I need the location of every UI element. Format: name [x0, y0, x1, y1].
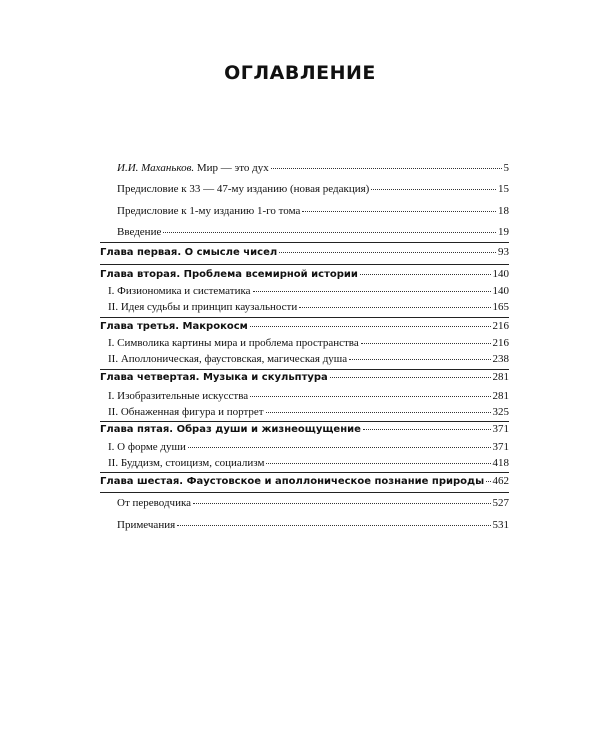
toc-entry-title: От переводчика	[117, 497, 192, 509]
toc-page-number: 281	[492, 390, 509, 402]
leader-dots	[163, 232, 496, 233]
leader-dots	[302, 211, 496, 212]
toc-chapter-title: Глава третья. Макрокосм	[100, 321, 248, 332]
toc-chapter-1[interactable]	[100, 246, 509, 259]
toc-chapter-6[interactable]	[100, 475, 509, 488]
divider	[100, 264, 509, 265]
leader-dots	[193, 503, 490, 504]
divider	[100, 242, 509, 243]
toc-page-number: 165	[492, 301, 509, 313]
leader-dots	[363, 429, 491, 430]
toc-section-title: I. Физиономика и систематика	[108, 285, 251, 297]
toc-page-number: 5	[503, 162, 509, 174]
divider	[100, 369, 509, 370]
toc-page-number: 371	[492, 441, 509, 453]
toc-page-number: 238	[492, 353, 509, 365]
toc-chapter-4[interactable]	[100, 371, 509, 384]
intro-title: Мир — это дух	[194, 162, 269, 174]
leader-dots	[188, 447, 491, 448]
toc-page-number: 18	[498, 205, 509, 217]
toc-chapter-title: Глава вторая. Проблема всемирной истории	[100, 269, 358, 280]
leader-dots	[360, 274, 491, 275]
toc-chapter-title: Глава четвертая. Музыка и скульптура	[100, 372, 328, 383]
toc-page-number: 15	[498, 183, 509, 195]
toc-entry-preface-33[interactable]	[117, 183, 509, 196]
toc-chapter-5[interactable]	[100, 423, 509, 436]
toc-section-title: II. Идея судьбы и принцип каузальности	[108, 301, 298, 313]
toc-section-5-1[interactable]	[108, 441, 509, 454]
toc-entry-notes[interactable]	[117, 519, 509, 532]
toc-page-number: 371	[492, 423, 509, 435]
toc-chapter-title: Глава пятая. Образ души и жизнеощущение	[100, 424, 361, 435]
leader-dots	[250, 326, 491, 327]
page-title: ОГЛАВЛЕНИЕ	[224, 62, 376, 84]
leader-dots	[271, 168, 502, 169]
toc-chapter-3[interactable]	[100, 320, 509, 333]
divider	[100, 421, 509, 422]
leader-dots	[330, 377, 491, 378]
toc-entry-preface-1[interactable]	[117, 205, 509, 218]
toc-entry-intro[interactable]	[117, 162, 509, 175]
toc-page-number: 93	[498, 246, 509, 258]
toc-page-number: 462	[492, 475, 509, 487]
toc-entry-translator[interactable]	[117, 497, 509, 510]
toc-section-title: I. О форме души	[108, 441, 186, 453]
toc-page-number: 531	[492, 519, 509, 531]
leader-dots	[349, 359, 490, 360]
divider	[100, 472, 509, 473]
toc-entry-title: Введение	[117, 226, 162, 238]
leader-dots	[279, 252, 496, 253]
divider	[100, 492, 509, 493]
toc-section-title: II. Аполлоническая, фаустовская, магическая душа	[108, 353, 348, 365]
toc-page-number: 140	[492, 285, 509, 297]
toc-entry-title	[117, 162, 269, 175]
leader-dots	[371, 189, 496, 190]
leader-dots	[266, 463, 490, 464]
toc-entry-introduction[interactable]	[117, 226, 509, 239]
toc-page-number: 325	[492, 406, 509, 418]
leader-dots	[253, 291, 491, 292]
toc-section-title: II. Буддизм, стоицизм, социализм	[108, 457, 265, 469]
toc-page-number: 527	[492, 497, 509, 509]
toc-entry-title: Предисловие к 1-му изданию 1-го тома	[117, 205, 301, 217]
toc-section-title: I. Изобразительные искусства	[108, 390, 249, 402]
toc-page-number: 281	[492, 371, 509, 383]
toc-entry-title: Примечания	[117, 519, 176, 531]
leader-dots	[250, 396, 490, 397]
toc-section-2-2[interactable]	[108, 301, 509, 314]
toc-section-2-1[interactable]	[108, 285, 509, 298]
divider	[100, 317, 509, 318]
toc-chapter-title: Глава шестая. Фаустовское и аполлоническое познание природы	[100, 476, 485, 487]
toc-chapter-2[interactable]	[100, 268, 509, 281]
leader-dots	[486, 481, 490, 482]
toc-entry-title: Предисловие к 33 — 47-му изданию (новая редакция)	[117, 183, 370, 195]
toc-chapter-title: Глава первая. О смысле чисел	[100, 247, 278, 258]
toc-section-5-2[interactable]	[108, 457, 509, 470]
toc-section-4-2[interactable]	[108, 406, 509, 419]
toc-section-title: I. Символика картины мира и проблема пространства	[108, 337, 359, 349]
leader-dots	[266, 412, 491, 413]
toc-section-title: II. Обнаженная фигура и портрет	[108, 406, 264, 418]
toc-page-number: 418	[492, 457, 509, 469]
toc-section-4-1[interactable]	[108, 390, 509, 403]
toc-page-number: 216	[492, 320, 509, 332]
toc-page-number: 19	[498, 226, 509, 238]
leader-dots	[177, 525, 490, 526]
toc-section-3-2[interactable]	[108, 353, 509, 366]
intro-author: И.И. Маханьков.	[117, 162, 195, 174]
leader-dots	[299, 307, 490, 308]
toc-page-number: 140	[492, 268, 509, 280]
toc-page-number: 216	[492, 337, 509, 349]
toc-section-3-1[interactable]	[108, 337, 509, 350]
leader-dots	[361, 343, 491, 344]
